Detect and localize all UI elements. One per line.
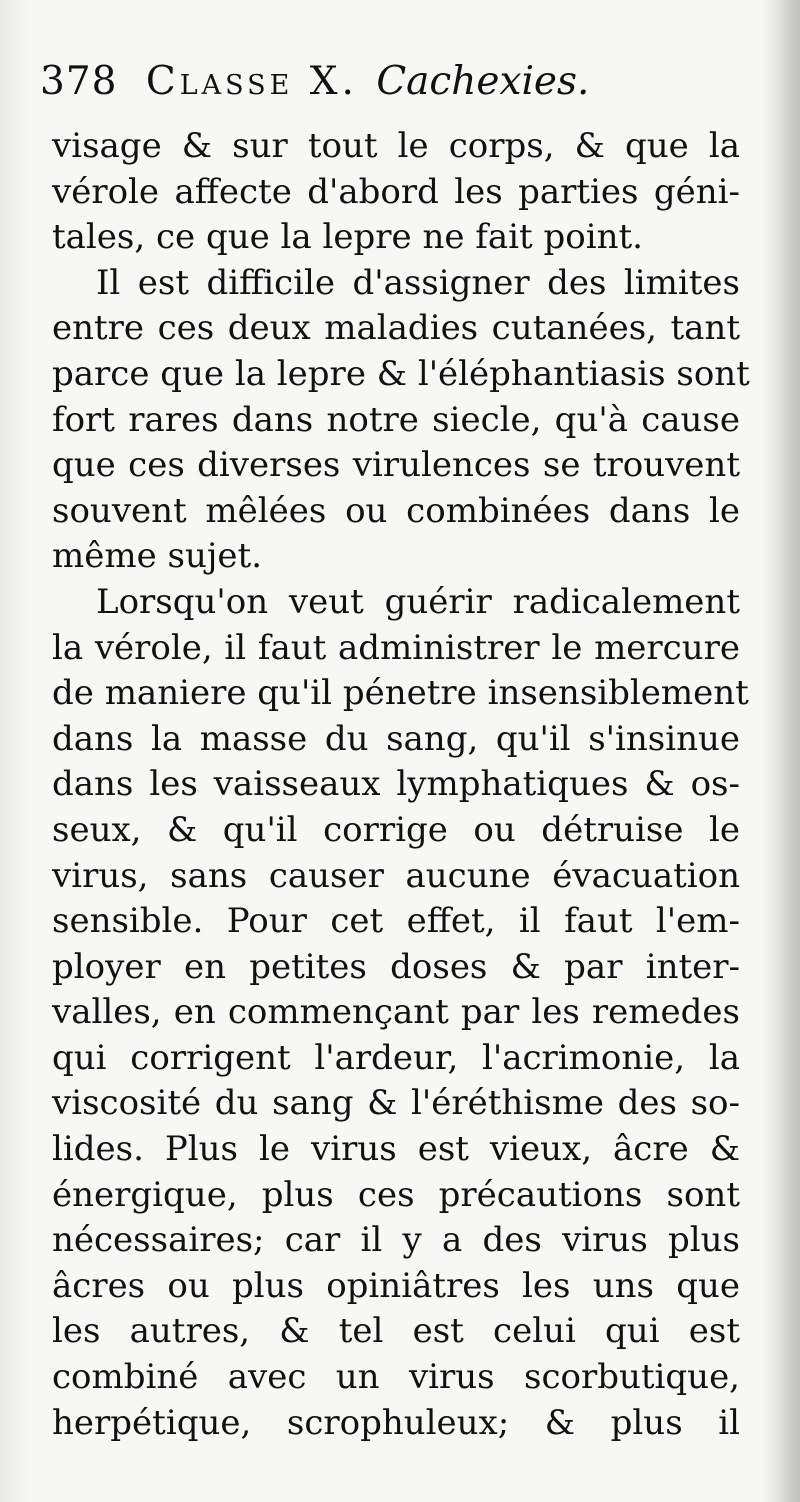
section-title: Cachexies.: [376, 59, 590, 104]
text-line: fort rares dans notre siecle, qu'à cause: [52, 399, 740, 440]
text-line: la vérole, il faut administrer le mercure: [52, 627, 740, 668]
text-line: sensible. Pour cet effet, il faut l'em-: [52, 901, 740, 942]
text-line: combiné avec un virus scorbutique,: [52, 1357, 740, 1398]
text-line: souvent mêlées ou combinées dans le: [52, 490, 740, 531]
body-text: [52, 124, 750, 1446]
text-line: viscosité du sang & l'éréthisme des so-: [52, 1083, 740, 1124]
text-line: nécessaires; car il y a des virus plus: [52, 1220, 740, 1261]
text-line: dans les vaisseaux lymphatiques & os-: [52, 764, 740, 805]
text-line: vérole affecte d'abord les parties géni-: [52, 171, 740, 212]
text-line: seux, & qu'il corrige ou détruise le: [52, 809, 740, 850]
text-line: valles, en commençant par les remedes: [52, 992, 740, 1033]
text-line: dans la masse du sang, qu'il s'insinue: [52, 718, 740, 759]
text-line: âcres ou plus opiniâtres les uns que: [52, 1265, 740, 1306]
text-line: les autres, & tel est celui qui est: [52, 1311, 740, 1352]
text-line: Lorsqu'on veut guérir radicalement: [96, 581, 740, 622]
text-line: parce que la lepre & l'éléphantiasis sont: [52, 353, 750, 394]
class-label: Classe X.: [145, 59, 358, 104]
text-line: ployer en petites doses & par inter-: [52, 946, 740, 987]
text-line: même sujet.: [52, 536, 263, 577]
page-edge-shadow: [770, 0, 800, 1502]
text-line: virus, sans causer aucune évacuation: [52, 855, 740, 896]
text-line: énergique, plus ces précautions sont: [52, 1174, 740, 1215]
text-line: tales, ce que la lepre ne fait point.: [52, 217, 643, 258]
text-line: herpétique, scrophuleux; & plus il: [52, 1402, 740, 1443]
text-line: entre ces deux maladies cutanées, tant: [52, 308, 740, 349]
page-number: 378: [40, 59, 118, 104]
text-line: lides. Plus le virus est vieux, âcre &: [52, 1129, 740, 1170]
text-line: de maniere qu'il pénetre insensiblement: [52, 673, 749, 714]
text-line: visage & sur tout le corps, & que la: [52, 126, 740, 166]
running-header: [40, 52, 740, 112]
text-line: que ces diverses virulences se trouvent: [52, 445, 740, 486]
text-line: qui corrigent l'ardeur, l'acrimonie, la: [52, 1037, 740, 1078]
text-line: Il est difficile d'assigner des limites: [96, 262, 740, 303]
